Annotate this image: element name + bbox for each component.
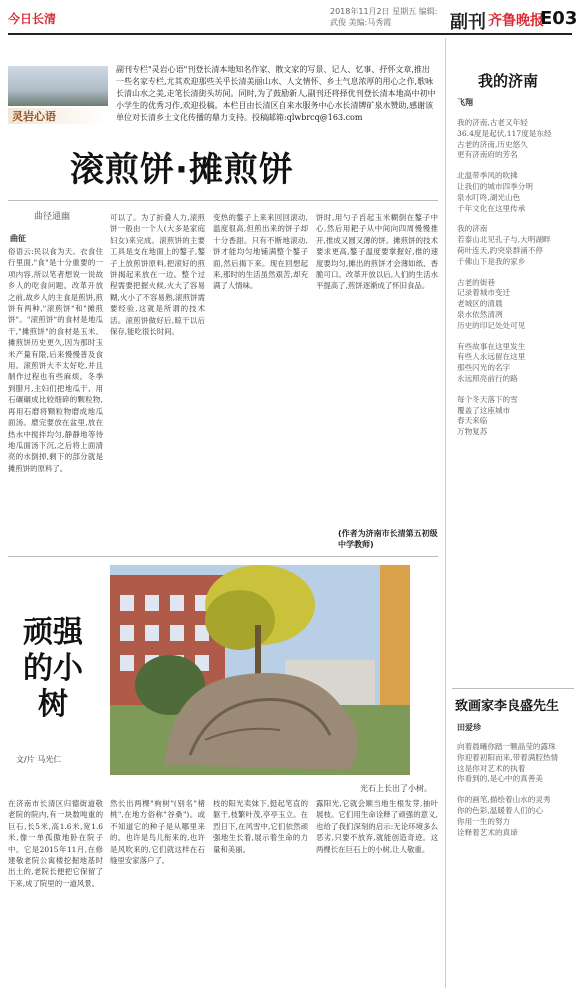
stanza: 向着晨曦你踏一颗晶莹的露珠 你迎着初阳而来,带着满腔热情 这是你对艺术的执着 你看到的,是心中的真善美 <box>457 742 559 784</box>
article2-title: 顽强的小树 <box>23 615 83 722</box>
poem-title-1: 我的济南 <box>478 72 539 90</box>
poem-author-1: 飞翔 <box>457 98 473 107</box>
article2-column-4: 露阳光,它就会顺当地生根发芽,抽叶展枝。它们用生命诠释了顽强的意义,也给了我们深刻的启示:无论环境多么恶劣,只要不放弃,就能创造奇迹。这两棵长在巨石上的小树,让人敬重。 <box>316 799 438 854</box>
issue-meta: 2018年11月2日 星期五 编辑:武俊 美编:马秀霞 <box>330 7 438 27</box>
author-note: (作者为济南市长清第五初级中学教师) <box>338 529 438 549</box>
column-divider <box>445 38 446 988</box>
article2-column-1: 在济南市长清区归德街道敬老院的院内,有一块数吨重的巨石,长5米,高1.6米,宽1.6米,像一单孤傲地卧在院子中。它是2015年11月,在修建敬老院公寓楼挖掘地基时出土的,老院长便把它保留了下来,成了院里的一道风景。 <box>8 799 103 888</box>
section-name: 今日长清 <box>8 12 57 26</box>
article2-column-3: 枝的阳光卖妹下,挺起笔直的躯干,枝繁叶茂,亭亭玉立。在烈日下,在风雪中,它们依然顽强地生长着,展示着生命的力量和美丽。 <box>213 799 308 854</box>
poem-author-2: 田爱珍 <box>457 723 481 732</box>
article-author: 曲征 <box>10 234 26 243</box>
poem-title-2: 致画家李良盛先生 <box>455 699 560 714</box>
photo-caption: 光石上长出了小树。 <box>360 784 432 793</box>
stanza: 我的济南 若泰山北见孔子与,大明湖畔 荷叶连天,趵突泉群涌不停 千佛山下是我的家乡 <box>457 224 551 266</box>
article2-author: 文/片 马光仁 <box>16 755 62 764</box>
article2-column-2: 然长出两棵"枸树"(别名"楮桃",在地方俗称"谷桑")。或不知道它的种子是从哪里来的。也许是鸟儿衔来的,也许是风吹来的,它们就这样在石缝里安家落户了。 <box>110 799 205 866</box>
page-number: E03 <box>540 8 578 29</box>
stanza: 古老的街巷 记录着城市变迁 老城区的清晨 泉水依然清冽 历史的印记处处可见 <box>457 277 526 330</box>
newspaper-logo: 齐鲁晚报 <box>488 13 544 29</box>
article-column-3: 变热的鏊子上来来回回滚动,温度很高,但煎出来的饼子却十分香甜。只有不断地滚动,饼才能均匀地铺满整个鏊子面,然后揭下来。现在回想起来,那时的生活虽然艰苦,却充满了人情味。 <box>213 213 308 291</box>
photo-rock-tree <box>110 565 410 775</box>
article-column-4: 饼时,用勺子舀起玉米糊倒在鏊子中心,然后用耙子从中间向四周慢慢推开,推成又圆又薄的饼。摊煎饼的技术要求更高,鏊子温度要掌握好,推的速度要均匀,摊出的煎饼才会薄如纸、香脆可口。改革开放以后,人们的生活水平提高了,煎饼逐渐成了怀旧食品。 <box>316 213 438 291</box>
article-column-1: 俗语云:民以食为天。衣食住行里面,"食"是十分重要的一项内容,所以笔者想说一说故乡人的吃食问题。改革开放之前,故乡人的主食是煎饼,煎饼有两种,"滚煎饼"和"摊煎饼"。"滚煎饼"的食材是地瓜干,"摊煎饼"的食材是玉米、摊煎饼历史更久,因为那时玉米产量有限,后来慢慢普及食用。滚煎饼大不太好吃,并且制作过程也有些麻烦。冬季到腊月,主妇们把地瓜干、用石碾碾成比较细碎的颗粒物,再用石磨将颗粒物磨成地瓜面汤。磨完要放在盆里,放在热水中搅拌均匀,静静地等待地瓜面汤下沉,之后将上面清亮的水倒掉,剩下的部分就是摊煎饼的原料了。 <box>8 247 103 473</box>
header-rule <box>8 33 572 35</box>
article-divider <box>8 556 438 557</box>
column-banner-label: 灵岩心语 <box>8 108 108 124</box>
stanza: 你的画笔,描绘着山水的灵秀 你的色彩,温暖着人们的心 你用一生的努力 诠释着艺术的真谛 <box>457 795 551 837</box>
article-title: 滚煎饼·摊煎饼 <box>70 150 294 190</box>
article-rule <box>8 200 438 201</box>
poem-body-1 <box>457 118 575 688</box>
stanza: 北温带季风的吹拂 让我们的城市四季分明 泉水叮咚,湖光山色 千年文化在这里传承 <box>457 171 533 213</box>
stanza: 有些故事在这里发生 有些人永远留在这里 那些闪光的名字 永远照亮前行的路 <box>457 341 526 383</box>
article-column-2: 可以了。为了折叠人力,滚煎饼一般由一个人(大多是家庭妇女)来完成。滚煎饼的主要工具是支在地面上的鏊子,鏊子上放煎饼原料,把滚好的煎饼揭起来放在一边。整个过程需要把握火候,火大了容易糊,火小了不容易熟,滚煎饼需要经验,这就是所谓的技术活。滚煎饼做好后,晾干以后保存,能吃很长时间。 <box>110 213 205 337</box>
stanza: 我的济南,古老又年轻 36.4度是起伏,117度是东经 古老的济南,历史悠久 更有济南府的芳名 <box>457 118 552 160</box>
right-divider <box>452 688 574 689</box>
poem-body-2 <box>457 742 575 987</box>
column-notice: 副刊专栏"灵岩心语"刊登长清本地知名作家、散文家的写景、记人、忆事、抒怀文章,推出一些名家专栏,尤其欢迎那些关乎长清美丽山水、人文情怀、乡土气息浓厚的用心之作,歌咏长清山水之美,走笔长清街头坊间。同时,为了鼓励新人,副刊还将择优刊登长清本地高中初中小学生的优秀习作,欢迎投稿。本栏目由长清区自来水服务中心水长清牌矿泉水赞助,感谢该单位对长清乡土文化传播的鼎力支持。投稿邮箱:qlwbrcq@163.com <box>116 65 436 122</box>
section-title: 副刊 <box>450 12 486 33</box>
column-banner-image <box>8 66 108 106</box>
article-tag: 曲径通幽 <box>34 212 71 222</box>
stanza: 每个冬天落下的雪 覆盖了这座城市 春天来临 万物复苏 <box>457 394 518 437</box>
